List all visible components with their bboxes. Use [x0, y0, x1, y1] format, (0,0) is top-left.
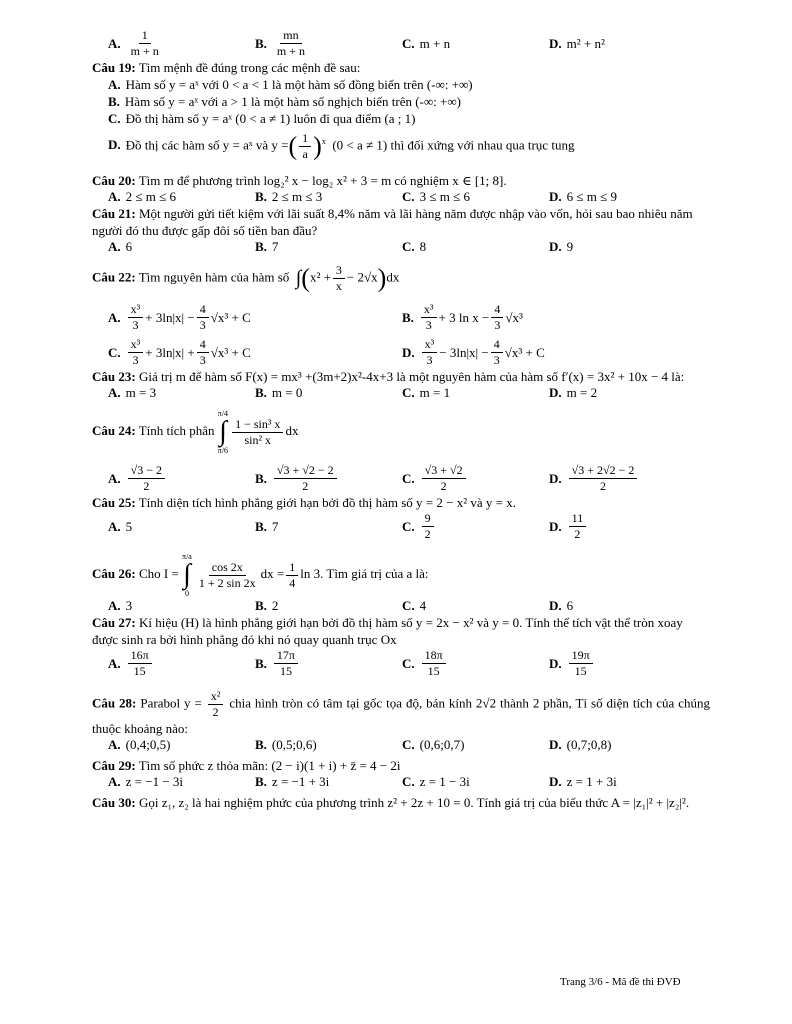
q19-option-c[interactable]: C. Đồ thị hàm số y = aˣ (0 < a ≠ 1) luôn đi qua điểm (a ; 1) [108, 111, 416, 126]
q21-options [108, 239, 710, 255]
q24-option-b[interactable]: B. $\frac{√3 + √2 - 2}{2}$ [255, 463, 402, 494]
q22-options-cd [108, 337, 710, 368]
q22-option-d[interactable]: D. $\frac{\text{x³}}{3}$ − 3ln|x| − $\frac{4}{3}$ √x³ + C [402, 337, 545, 367]
q29-stem: Câu 29: Tìm số phức z thỏa mãn: (2 − i)(1 + i) + z̄ = 4 − 2i [92, 758, 401, 773]
q25-options [108, 511, 710, 542]
q23-option-d[interactable]: D. m = 2 [549, 385, 598, 400]
q27-option-b[interactable]: B. $\frac{17\pi}{15}$ [255, 648, 402, 679]
q24-stem: Câu 24: Tính tích phân π/4 ∫ π/6 $\frac{\text{1 − sin³ x}}{\text{sin² x}}$ dx [92, 409, 299, 455]
q22-option-a[interactable]: A. $\frac{\text{x³}}{3}$ + 3ln|x| − $\frac{4}{3}$ √x³ + C [108, 302, 251, 332]
q22-option-c[interactable]: C. $\frac{\text{x³}}{3}$ + 3ln|x| + $\frac{4}{3}$ √x³ + C [108, 337, 251, 367]
q27-stem: Câu 27: Kí hiệu (H) là hình phẳng giới hạn bởi đồ thị hàm số y = 2x − x² và y = 0. Tính thể tích vật thể tròn xoay được sinh ra bởi hình phẳng đó khi nó quay quanh trục Ox [92, 615, 683, 647]
q22-option-b[interactable]: B. $\frac{\text{x³}}{3}$ + 3 ln x − $\frac{4}{3}$ √x³ [402, 302, 523, 332]
q20-option-b[interactable]: B. 2 ≤ m ≤ 3 [255, 189, 323, 204]
q21-option-a[interactable]: A. 6 [108, 239, 133, 254]
q24-option-a[interactable]: A. $\frac{√3 - 2}{2}$ [108, 463, 255, 494]
q24-option-d[interactable]: D. $\frac{√3 + 2√2 - 2}{2}$ [549, 463, 696, 494]
q26-option-d[interactable]: D. 6 [549, 598, 574, 613]
q26-stem: Câu 26: Cho I = π/a ∫ 0 $\frac{\cos 2x}{1 + 2 \sin 2x}$ dx = $\frac{1}{4}$ ln 3. Tìm giá trị của a là: [92, 552, 429, 598]
q25-option-b[interactable]: B. 7 [255, 518, 279, 534]
q20-option-a[interactable]: A. 2 ≤ m ≤ 6 [108, 189, 177, 204]
q26-option-a[interactable]: A. 3 [108, 598, 133, 613]
q21-stem: Câu 21: Một người gửi tiết kiệm với lãi suất 8,4% năm và lãi hàng năm được nhập vào vốn, hỏi sau bao nhiêu năm người đó thu được gấp đôi số tiền ban đầu? [92, 206, 693, 238]
q20-option-c[interactable]: C. 3 ≤ m ≤ 6 [402, 189, 471, 204]
q23-option-a[interactable]: A. m = 3 [108, 385, 157, 400]
q25-stem: Câu 25: Tính diện tích hình phẳng giới hạn bởi đồ thị hàm số y = 2 − x² và y = x. [92, 495, 516, 510]
q25-option-a[interactable]: A. 5 [108, 518, 133, 534]
q28-option-a[interactable]: A. (0,4;0,5) [108, 737, 171, 752]
q26-options [108, 598, 710, 614]
q20-stem: Câu 20: Tìm m để phương trình log₂² x − log₂ x² + 3 = m có nghiệm x ∈ [1; 8]. [92, 173, 507, 188]
q29-option-c[interactable]: C. z = 1 − 3i [402, 774, 470, 789]
exam-page [92, 28, 710, 811]
q23-option-c[interactable]: C. m = 1 [402, 385, 451, 400]
q29-option-d[interactable]: D. z = 1 + 3i [549, 774, 617, 789]
q19-option-d[interactable]: D. Đồ thị các hàm số y = aˣ và y =( $\frac{1}{a}$ )$^x$ (0 < a ≠ 1) thì đối xứng với nhau qua trục tung [108, 131, 575, 161]
q28-options [108, 737, 710, 753]
page-footer: Trang 3/6 - Mã đề thi ĐVĐ [560, 976, 681, 988]
q20-option-d[interactable]: D. 6 ≤ m ≤ 9 [549, 189, 618, 204]
q23-option-b[interactable]: B. m = 0 [255, 385, 303, 400]
q18-option-c[interactable]: C. m + n [402, 35, 451, 51]
q18-option-b[interactable]: B. $\frac{mn}{m + n}$ [255, 28, 306, 58]
q18-option-a[interactable]: A. $\frac{1}{m + n}$ [108, 28, 159, 58]
q22-options-ab [108, 302, 710, 333]
q27-option-c[interactable]: C. $\frac{18\pi}{15}$ [402, 648, 549, 679]
q26-option-b[interactable]: B. 2 [255, 598, 279, 613]
q28-option-c[interactable]: C. (0,6;0,7) [402, 737, 465, 752]
q22-stem: Câu 22: Tìm nguyên hàm của hàm số ∫(x² + $\frac{3}{x}$ − 2√x)dx [92, 263, 400, 293]
q29-option-a[interactable]: A. z = −1 − 3i [108, 774, 184, 789]
q28-stem: Câu 28: Parabol y = $\frac{\text{x²}}{2}$ chia hình tròn có tâm tại gốc tọa độ, bán kính 2√2 thành 2 phần, Tỉ số diện tích của chúng thuộc khoảng nào: [92, 689, 711, 736]
q18-option-d[interactable]: D. m² + n² [549, 35, 605, 51]
q23-options [108, 385, 710, 401]
q25-option-d[interactable]: D. $\frac{11}{2}$ [549, 511, 696, 542]
q19-option-a[interactable]: A. Hàm số y = aˣ với 0 < a < 1 là một hàm số đồng biến trên (-∞: +∞) [108, 77, 473, 92]
q20-options [108, 189, 710, 205]
q19-option-b[interactable]: B. Hàm số y = aˣ với a > 1 là một hàm số nghịch biến trên (-∞: +∞) [108, 94, 461, 109]
q28-option-d[interactable]: D. (0,7;0,8) [549, 737, 612, 752]
q21-option-b[interactable]: B. 7 [255, 239, 279, 254]
q27-option-d[interactable]: D. $\frac{19\pi}{15}$ [549, 648, 696, 679]
q23-stem: Câu 23: Giá trị m để hàm số F(x) = mx³ +(3m+2)x²-4x+3 là một nguyên hàm của hàm số f′(x) = 3x² + 10x − 4 là: [92, 369, 685, 384]
q18-options [108, 28, 710, 59]
q28-option-b[interactable]: B. (0,5;0,6) [255, 737, 317, 752]
q24-options [108, 463, 710, 494]
q19-stem: Câu 19: Tìm mệnh đề đúng trong các mệnh đề sau: [92, 60, 361, 75]
q25-option-c[interactable]: C. $\frac{9}{2}$ [402, 511, 549, 542]
q29-options [108, 774, 710, 790]
q21-option-c[interactable]: C. 8 [402, 239, 427, 254]
q29-option-b[interactable]: B. z = −1 + 3i [255, 774, 330, 789]
q26-option-c[interactable]: C. 4 [402, 598, 427, 613]
q24-option-c[interactable]: C. $\frac{√3 + √2}{2}$ [402, 463, 549, 494]
q30-stem: Câu 30: Gọi z₁, z₂ là hai nghiệm phức của phương trình z² + 2z + 10 = 0. Tính giá trị của biểu thức A = |z₁|² + |z₂|². [92, 795, 690, 810]
q21-option-d[interactable]: D. 9 [549, 239, 574, 254]
q27-option-a[interactable]: A. $\frac{16\pi}{15}$ [108, 648, 255, 679]
q27-options [108, 648, 710, 679]
